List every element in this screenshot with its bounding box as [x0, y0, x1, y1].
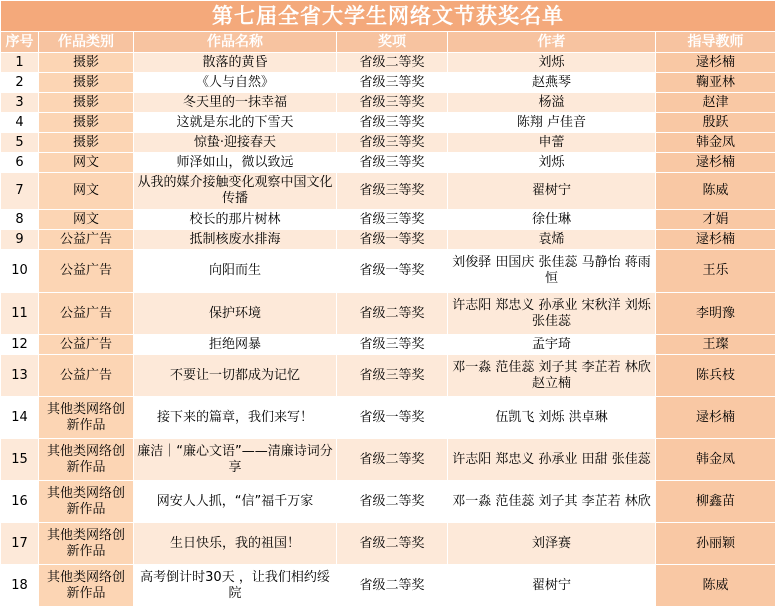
row-award: 省级三等奖 [337, 153, 448, 173]
row-category: 摄影 [39, 133, 134, 153]
row-award: 省级一等奖 [337, 230, 448, 250]
row-author: 许志阳 郑忠义 孙承业 田甜 张佳蕊 [448, 439, 656, 481]
row-work-name: 惊蛰·迎接春天 [134, 133, 337, 153]
row-category: 网文 [39, 210, 134, 230]
row-category: 网文 [39, 153, 134, 173]
row-work-name: 《人与自然》 [134, 73, 337, 93]
row-author: 刘泽赛 [448, 523, 656, 565]
row-category: 摄影 [39, 93, 134, 113]
table-row [1, 133, 775, 153]
row-category: 公益广告 [39, 230, 134, 250]
row-teacher: 逯杉楠 [656, 153, 775, 173]
row-work-name: 从我的媒介接触变化观察中国文化传播 [134, 173, 337, 210]
row-author: 邓一淼 范佳蕊 刘子其 李芷若 林欣 [448, 481, 656, 523]
row-author: 杨溢 [448, 93, 656, 113]
table-row [1, 355, 775, 397]
row-category: 公益广告 [39, 335, 134, 355]
table-body [1, 53, 775, 607]
row-award: 省级三等奖 [337, 73, 448, 93]
table-row [1, 335, 775, 355]
header-work-name: 作品名称 [134, 32, 337, 53]
row-award: 省级二等奖 [337, 439, 448, 481]
table-row [1, 397, 775, 439]
table-row [1, 73, 775, 93]
row-author: 邓一淼 范佳蕊 刘子其 李芷若 林欣 赵立楠 [448, 355, 656, 397]
table-row [1, 439, 775, 481]
table-row [1, 481, 775, 523]
table-row [1, 113, 775, 133]
row-author: 伍凯飞 刘烁 洪卓琳 [448, 397, 656, 439]
row-no: 17 [1, 523, 39, 565]
row-work-name: 散落的黄昏 [134, 53, 337, 73]
row-teacher: 韩金凤 [656, 133, 775, 153]
row-teacher: 殷跃 [656, 113, 775, 133]
row-teacher: 赵津 [656, 93, 775, 113]
row-author: 陈翔 卢佳音 [448, 113, 656, 133]
row-work-name: 高考倒计时30天 ，让我们相约绥院 [134, 565, 337, 607]
row-category: 公益广告 [39, 250, 134, 293]
row-teacher: 韩金凤 [656, 439, 775, 481]
row-category: 其他类网络创新作品 [39, 523, 134, 565]
table-row [1, 293, 775, 335]
row-no: 14 [1, 397, 39, 439]
row-no: 12 [1, 335, 39, 355]
header-teacher: 指导教师 [656, 32, 775, 53]
row-work-name: 生日快乐，我的祖国！ [134, 523, 337, 565]
row-no: 13 [1, 355, 39, 397]
header-category: 作品类别 [39, 32, 134, 53]
row-author: 孟宇琦 [448, 335, 656, 355]
row-no: 9 [1, 230, 39, 250]
row-no: 5 [1, 133, 39, 153]
row-no: 4 [1, 113, 39, 133]
row-author: 袁烯 [448, 230, 656, 250]
row-teacher: 逯杉楠 [656, 53, 775, 73]
row-work-name: 师泽如山，微以致远 [134, 153, 337, 173]
row-no: 6 [1, 153, 39, 173]
row-work-name: 拒绝网暴 [134, 335, 337, 355]
row-category: 摄影 [39, 53, 134, 73]
row-work-name: 保护环境 [134, 293, 337, 335]
row-category: 网文 [39, 173, 134, 210]
row-no: 7 [1, 173, 39, 210]
row-category: 其他类网络创新作品 [39, 565, 134, 607]
row-author: 刘烁 [448, 53, 656, 73]
row-no: 16 [1, 481, 39, 523]
row-award: 省级一等奖 [337, 397, 448, 439]
row-author: 许志阳 郑忠义 孙承业 宋秋洋 刘烁 张佳蕊 [448, 293, 656, 335]
row-teacher: 陈威 [656, 565, 775, 607]
row-work-name: 网安人人抓，“信”福千万家 [134, 481, 337, 523]
table-row [1, 565, 775, 607]
row-category: 公益广告 [39, 355, 134, 397]
row-teacher: 王璨 [656, 335, 775, 355]
row-award: 省级三等奖 [337, 93, 448, 113]
row-work-name: 接下来的篇章，我们来写！ [134, 397, 337, 439]
row-no: 10 [1, 250, 39, 293]
row-teacher: 逯杉楠 [656, 397, 775, 439]
row-award: 省级三等奖 [337, 335, 448, 355]
row-award: 省级三等奖 [337, 173, 448, 210]
row-category: 摄影 [39, 73, 134, 93]
row-author: 徐仕琳 [448, 210, 656, 230]
row-author: 刘俊驿 田国庆 张佳蕊 马静怡 蒋雨恒 [448, 250, 656, 293]
row-no: 8 [1, 210, 39, 230]
header-row [1, 32, 775, 53]
row-award: 省级三等奖 [337, 133, 448, 153]
row-award: 省级三等奖 [337, 355, 448, 397]
row-author: 刘烁 [448, 153, 656, 173]
table-row [1, 250, 775, 293]
row-category: 公益广告 [39, 293, 134, 335]
row-teacher: 柳鑫苗 [656, 481, 775, 523]
table-row [1, 230, 775, 250]
row-teacher: 陈兵枝 [656, 355, 775, 397]
sheet-title: 第七届全省大学生网络文节获奖名单 [1, 1, 775, 32]
row-work-name: 抵制核废水排海 [134, 230, 337, 250]
row-category: 其他类网络创新作品 [39, 439, 134, 481]
header-no: 序号 [1, 32, 39, 53]
row-award: 省级二等奖 [337, 293, 448, 335]
row-award: 省级三等奖 [337, 113, 448, 133]
table-row [1, 153, 775, 173]
row-work-name: 廉洁｜“廉心文语”——清廉诗词分享 [134, 439, 337, 481]
row-author: 翟树宁 [448, 565, 656, 607]
table-row [1, 523, 775, 565]
row-work-name: 校长的那片树林 [134, 210, 337, 230]
row-author: 申蕾 [448, 133, 656, 153]
table-row [1, 173, 775, 210]
row-work-name: 冬天里的一抹幸福 [134, 93, 337, 113]
table-row [1, 93, 775, 113]
row-no: 2 [1, 73, 39, 93]
row-no: 11 [1, 293, 39, 335]
header-author: 作者 [448, 32, 656, 53]
row-teacher: 逯杉楠 [656, 230, 775, 250]
row-teacher: 孙丽颖 [656, 523, 775, 565]
header-award: 奖项 [337, 32, 448, 53]
row-award: 省级二等奖 [337, 53, 448, 73]
row-teacher: 李明豫 [656, 293, 775, 335]
row-work-name: 不要让一切都成为记忆 [134, 355, 337, 397]
row-work-name: 向阳而生 [134, 250, 337, 293]
row-award: 省级三等奖 [337, 210, 448, 230]
row-award: 省级二等奖 [337, 481, 448, 523]
row-work-name: 这就是东北的下雪天 [134, 113, 337, 133]
row-category: 其他类网络创新作品 [39, 397, 134, 439]
row-no: 18 [1, 565, 39, 607]
row-author: 赵燕琴 [448, 73, 656, 93]
table-row [1, 210, 775, 230]
row-no: 1 [1, 53, 39, 73]
row-teacher: 鞠亚林 [656, 73, 775, 93]
row-teacher: 王乐 [656, 250, 775, 293]
row-award: 省级一等奖 [337, 250, 448, 293]
row-author: 翟树宁 [448, 173, 656, 210]
row-teacher: 才娟 [656, 210, 775, 230]
row-category: 其他类网络创新作品 [39, 481, 134, 523]
table-row [1, 53, 775, 73]
row-category: 摄影 [39, 113, 134, 133]
row-award: 省级二等奖 [337, 565, 448, 607]
row-award: 省级二等奖 [337, 523, 448, 565]
row-no: 3 [1, 93, 39, 113]
row-no: 15 [1, 439, 39, 481]
row-teacher: 陈威 [656, 173, 775, 210]
